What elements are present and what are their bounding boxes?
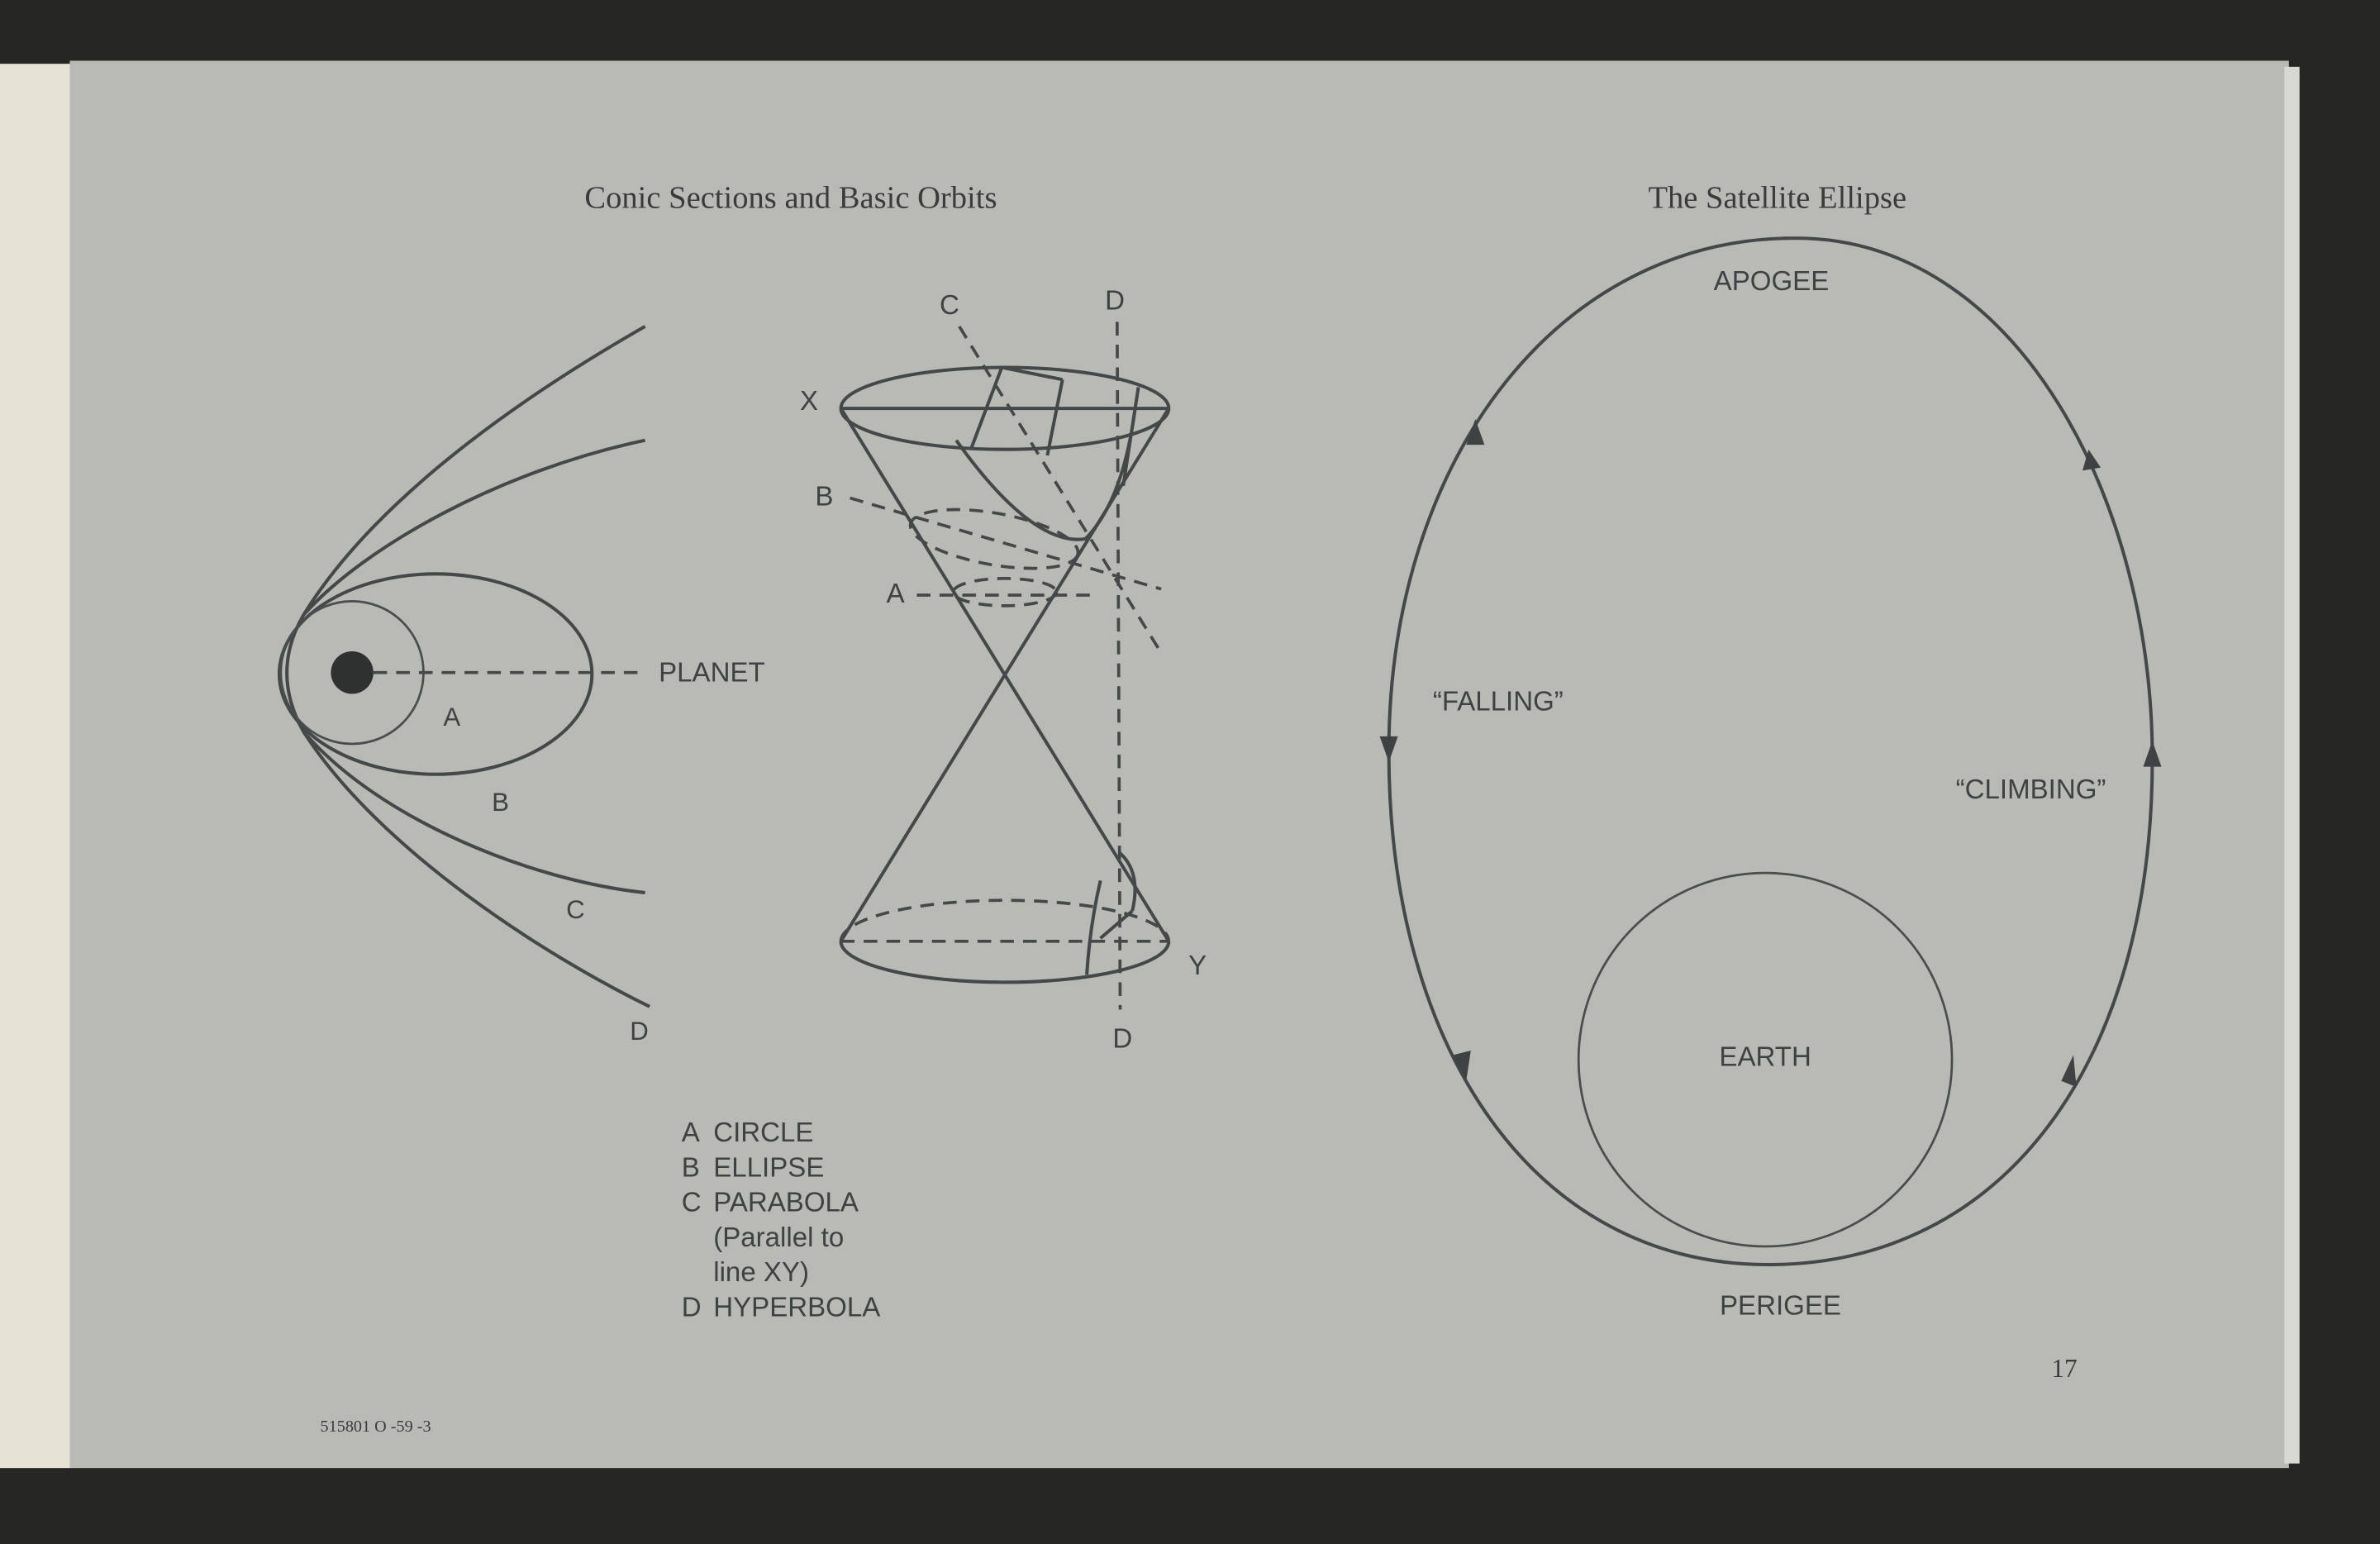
legend-letter: C: [681, 1187, 702, 1218]
legend-text: PARABOLA: [713, 1187, 859, 1218]
legend-letter: D: [681, 1292, 702, 1323]
perigee-label: PERIGEE: [1720, 1290, 1841, 1322]
label-b: B: [815, 481, 834, 512]
falling-label: “FALLING”: [1432, 686, 1564, 717]
climbing-label: “CLIMBING”: [1955, 774, 2106, 806]
orbit-label-d: D: [630, 1017, 649, 1046]
label-d-bottom: D: [1112, 1023, 1133, 1055]
legend-text: ELLIPSE: [713, 1152, 825, 1184]
legend-text: HYPERBOLA: [713, 1292, 881, 1323]
label-c: C: [939, 290, 959, 322]
right-figure-title: The Satellite Ellipse: [1648, 180, 1907, 216]
legend-text: CIRCLE: [713, 1117, 814, 1149]
page-number: 17: [2051, 1353, 2078, 1383]
page-edge: [2284, 67, 2299, 1464]
planet-label: PLANET: [659, 657, 765, 689]
orbit-label-a: A: [443, 702, 461, 731]
page: [69, 60, 2288, 1468]
label-a: A: [886, 579, 905, 610]
planet-dot: [331, 651, 373, 693]
left-page-edge: [0, 64, 69, 1468]
orbit-label-b: B: [492, 787, 509, 817]
earth-label: EARTH: [1719, 1041, 1811, 1073]
orbit-label-c: C: [566, 895, 585, 925]
legend-text: line XY): [713, 1257, 809, 1289]
label-y: Y: [1188, 951, 1207, 982]
apogee-label: APOGEE: [1713, 265, 1830, 297]
label-d-top: D: [1105, 285, 1126, 317]
print-code: 515801 O -59 -3: [320, 1418, 431, 1437]
left-figure-title: Conic Sections and Basic Orbits: [584, 180, 997, 216]
legend-text: (Parallel to: [713, 1222, 845, 1253]
label-x: X: [799, 385, 819, 417]
legend-letter: A: [681, 1117, 700, 1149]
legend-letter: B: [681, 1152, 700, 1184]
